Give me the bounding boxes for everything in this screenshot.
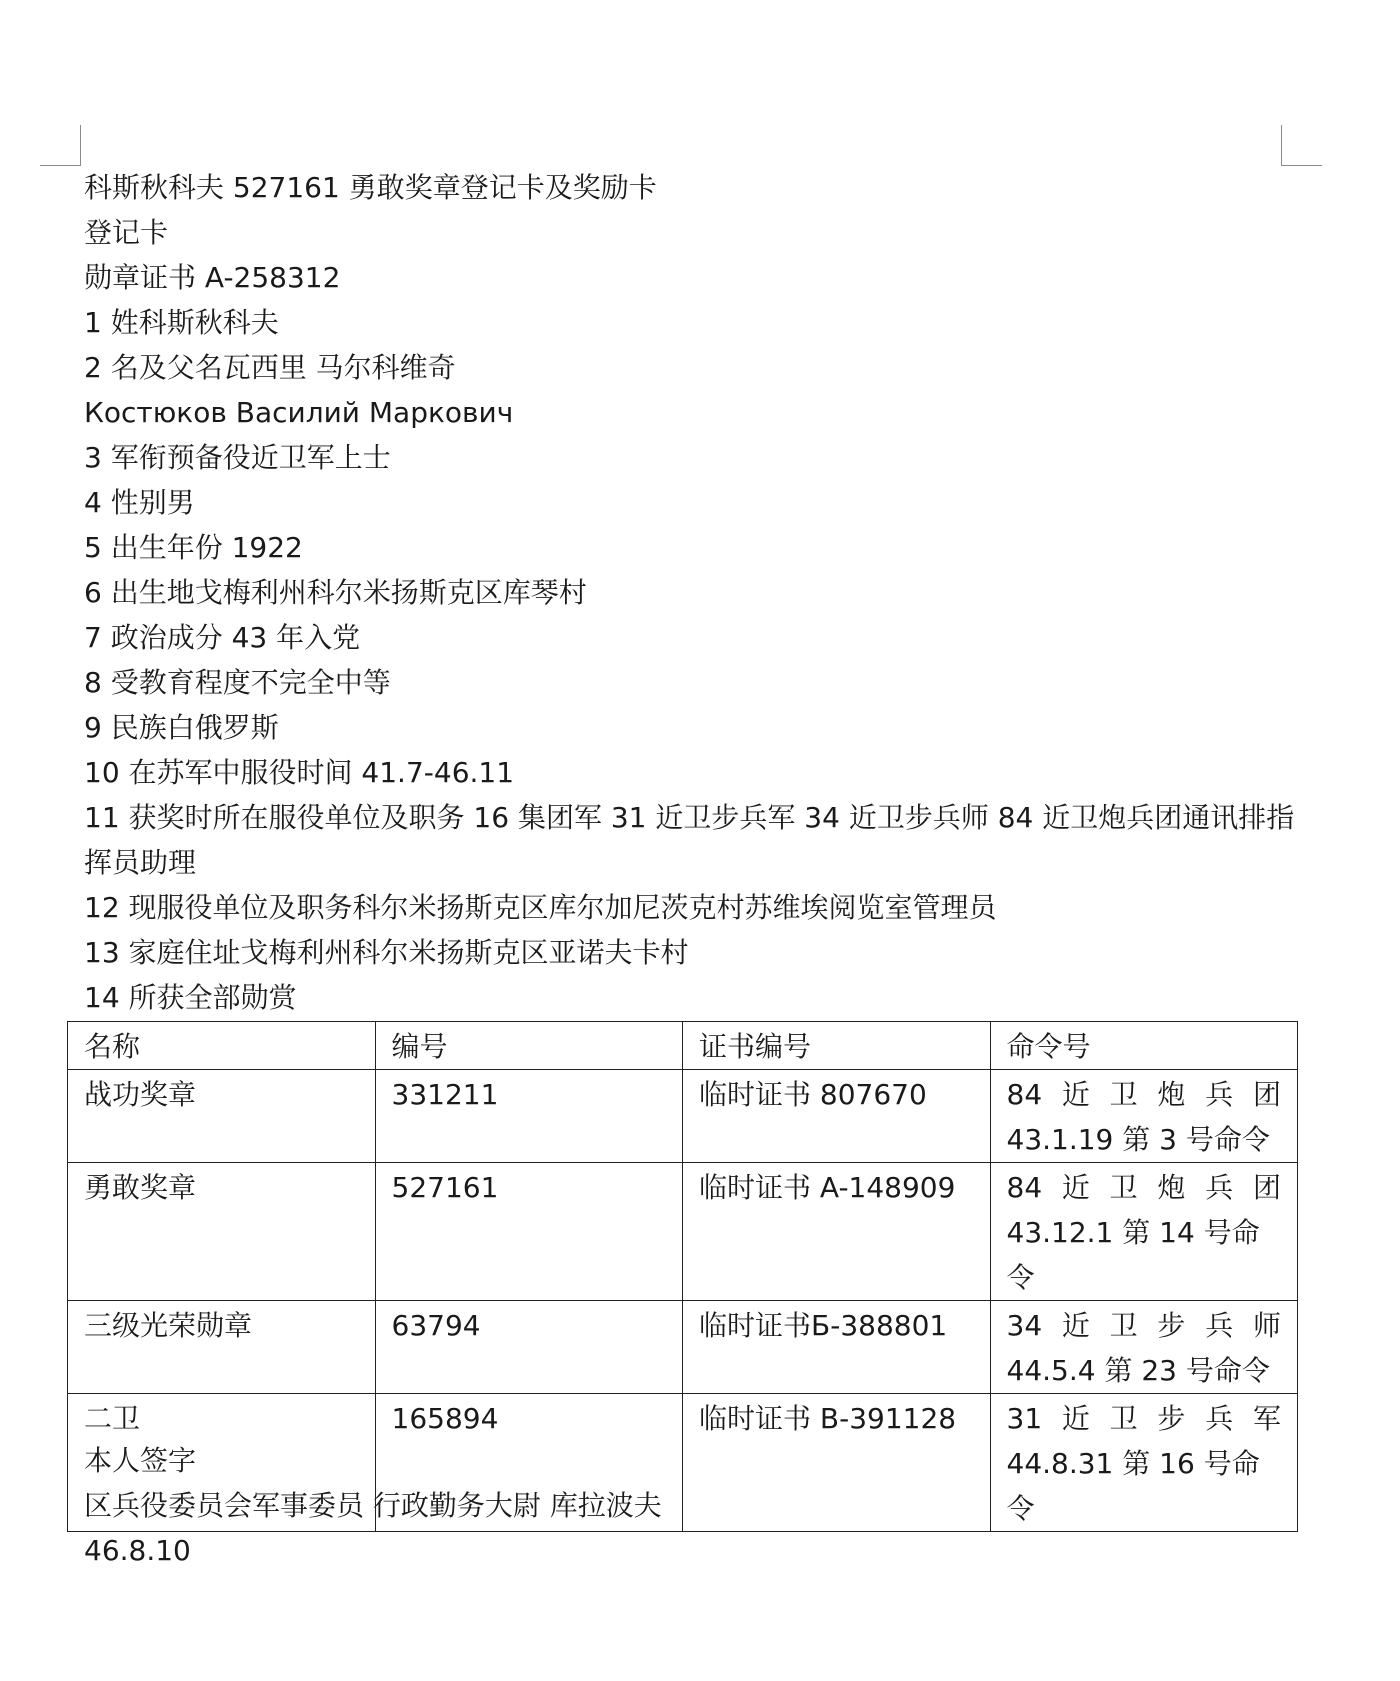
award-order	[990, 1394, 1298, 1532]
field-sex: 4 性别男	[84, 486, 195, 519]
field-ethnicity: 9 民族白俄罗斯	[84, 711, 279, 744]
order-date-number: 44.5.4 第 23 号命令	[1006, 1354, 1270, 1387]
order-date-number: 44.8.31 第 16 号命令	[1006, 1447, 1260, 1525]
document-title: 科斯秋科夫 527161 勇敢奖章登记卡及奖励卡	[84, 171, 657, 204]
order-unit: 34 近 卫 步 兵 师	[1006, 1309, 1281, 1342]
field-service-period: 10 在苏军中服役时间 41.7-46.11	[84, 756, 515, 789]
order-unit: 84 近 卫 炮 兵 团	[1006, 1171, 1281, 1204]
field-birthplace: 6 出生地戈梅利州科尔米扬斯克区库琴村	[84, 576, 587, 609]
table-row	[68, 1070, 1298, 1163]
page-corner-mark-top-right	[1281, 125, 1322, 166]
field-unit-at-award: 11 获奖时所在服役单位及职务 16 集团军 31 近卫步兵军 34 近卫步兵师 84 近卫炮兵团通讯排指挥员助理	[84, 801, 1295, 879]
official-signature: 区兵役委员会军事委员 行政勤务大尉 库拉波夫	[84, 1489, 662, 1522]
order-date-number: 43.12.1 第 14 号命令	[1006, 1216, 1260, 1294]
award-name: 三级光荣勋章	[68, 1301, 376, 1394]
award-order	[990, 1070, 1298, 1163]
table-row	[68, 1301, 1298, 1394]
order-unit: 84 近 卫 炮 兵 团	[1006, 1078, 1281, 1111]
award-name: 勇敢奖章	[68, 1163, 376, 1301]
column-header-number: 编号	[375, 1022, 683, 1070]
field-surname: 1 姓科斯秋科夫	[84, 306, 279, 339]
field-party: 7 政治成分 43 年入党	[84, 621, 361, 654]
certificate-number: 勋章证书 A-258312	[84, 261, 341, 294]
award-certificate: 临时证书 B-391128	[683, 1394, 991, 1532]
page-corner-mark-top-left	[40, 125, 81, 166]
signature-block	[84, 1438, 662, 1573]
column-header-name: 名称	[68, 1022, 376, 1070]
award-number: 331211	[375, 1070, 683, 1163]
document-body	[84, 165, 1316, 1020]
card-label: 登记卡	[84, 216, 169, 249]
table-header-row	[68, 1022, 1298, 1070]
signature-label: 本人签字	[84, 1444, 197, 1477]
award-name: 战功奖章	[68, 1070, 376, 1163]
field-russian-name: Костюков Василий Маркович	[84, 396, 514, 429]
award-certificate: 临时证书Б-388801	[683, 1301, 991, 1394]
field-given-name: 2 名及父名瓦西里 马尔科维奇	[84, 351, 456, 384]
award-certificate: 临时证书 A-148909	[683, 1163, 991, 1301]
award-certificate: 临时证书 807670	[683, 1070, 991, 1163]
signature-date: 46.8.10	[84, 1534, 191, 1567]
award-number: 527161	[375, 1163, 683, 1301]
field-awards-heading: 14 所获全部勋赏	[84, 981, 297, 1014]
award-name: 二卫	[68, 1394, 376, 1532]
order-date-number: 43.1.19 第 3 号命令	[1006, 1123, 1270, 1156]
field-birth-year: 5 出生年份 1922	[84, 531, 303, 564]
field-education: 8 受教育程度不完全中等	[84, 666, 391, 699]
table-row	[68, 1163, 1298, 1301]
award-order	[990, 1163, 1298, 1301]
award-number: 165894	[375, 1394, 683, 1532]
field-rank: 3 军衔预备役近卫军上士	[84, 441, 391, 474]
award-number: 63794	[375, 1301, 683, 1394]
field-current-post: 12 现服役单位及职务科尔米扬斯克区库尔加尼茨克村苏维埃阅览室管理员	[84, 891, 997, 924]
award-order	[990, 1301, 1298, 1394]
order-unit: 31 近 卫 步 兵 军	[1006, 1402, 1281, 1435]
column-header-certificate: 证书编号	[683, 1022, 991, 1070]
column-header-order: 命令号	[990, 1022, 1298, 1070]
field-home-address: 13 家庭住址戈梅利州科尔米扬斯克区亚诺夫卡村	[84, 936, 689, 969]
